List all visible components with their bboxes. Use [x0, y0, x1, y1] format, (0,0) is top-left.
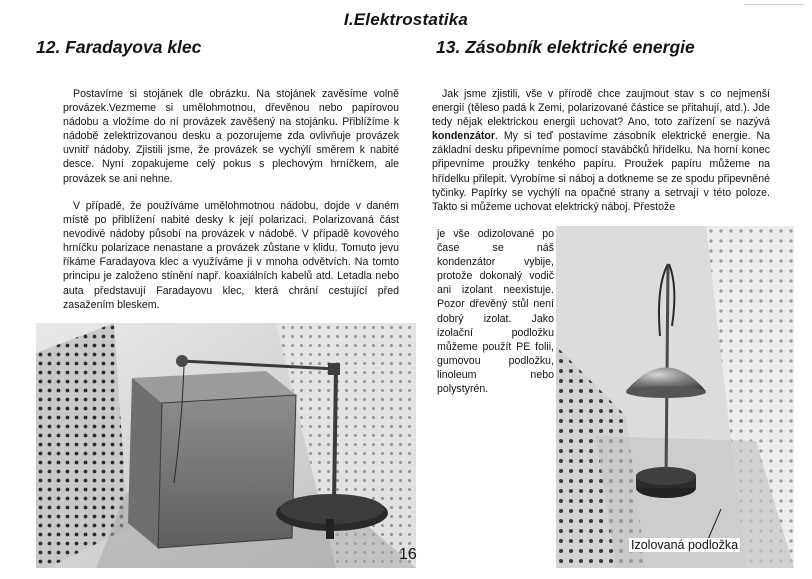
page-edge-rule: [744, 4, 804, 5]
faraday-paragraph-2: V případě, že používáme umělohmotnou nádobu, dojde v daném místě po přiblížení nabité desky k její polarizaci. Polarizovaná část nevodivé nádoby působí na provázek v nádobě. V případě kovového hrníčku polarizace nenastane a provázek zůstane v klidu. Tomuto jevu říkáme Faradayova klec a využíváme ji v mnoha odvětvích. Na tomto principu je založeno stínění např. koaxiálních kabelů atd. Letadla nebo auta představují Faradayovu klec, která chrání cestující před zasažením bleskem.: [63, 200, 399, 311]
capacitor-text-end: . My si teď postavíme zásobník elektrické energie. Na základní desku připevníme pomocí stavábčků hřídelku. Na horní konec připevníme proužky tenkého papíru. Proužek papíru můžeme na hřídelku přilepit. Vyrobíme si náboj a dotkneme se ze spodu připevněné tyčinky. Papírky se vychýlí na opačné strany a setrvají v této poloze. Takto si můžeme uchovat elektrický náboj. Přestože: [432, 130, 770, 213]
faraday-photo-illustration: [36, 323, 416, 568]
faraday-paragraph-1: Postavíme si stojánek dle obrázku. Na stojánek zavěsíme volně provázek.Vezmeme si umělohmotnou, dřevěnou nebo papírovou nádobu a vložíme do ní provázek zavěšený na stojánku. Přiblížíme k nádobě zelektrizovanou desku a pozorujeme zda ovlivňuje provázek uvnitř nádoby. Zjistili jsme, že provázek se vychýlí směrem k nabité desce. Nyní zopakujeme celý pokus s plechovým hrníčkem, ale provázek se ani nehne.: [63, 88, 399, 185]
capacitor-text-start: Jak jsme zjistili, vše v přírodě chce zaujmout stav s co nejmenší energií (těleso padá k Zemi, polarizované částice se přitahují, atd.). Jde tedy nějak elektrickou energii uchovat? Ano, toto zařízení se nazývá: [432, 88, 770, 129]
section-title-capacitor: 13. Zásobník elektrické energie: [436, 37, 695, 57]
capacitor-paragraph-1: [432, 87, 770, 214]
capacitor-photo-illustration: [556, 226, 794, 568]
chapter-header: I.Elektrostatika: [343, 10, 469, 29]
section-title-faraday: 12. Faradayova klec: [36, 37, 202, 57]
faraday-cage-photo: [36, 323, 416, 568]
figure-caption: Izolovaná podložka: [631, 538, 739, 552]
page-number: 16: [399, 546, 417, 563]
capacitor-term: kondenzátor: [432, 130, 495, 143]
capacitor-paragraph-2: je vše odizolované po čase se náš kondenzátor vybije, protože dokonalý vodič ani izolant neexistuje. Pozor dřevěný stůl není dobrý izolat. Jako izolační podložku můžeme použít PE folii, gumovou podložku, linoleum nebo polystyrén.: [437, 228, 554, 396]
capacitor-stand-photo: [556, 226, 794, 568]
